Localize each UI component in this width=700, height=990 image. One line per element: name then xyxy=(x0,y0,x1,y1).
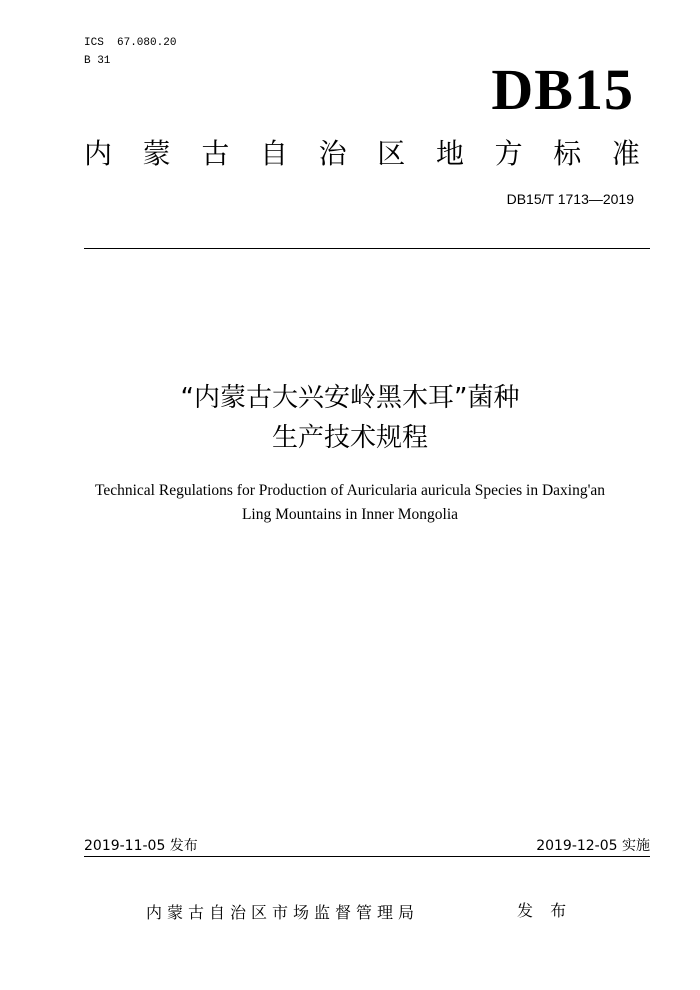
issuer-title-char: 标 xyxy=(553,137,582,170)
issuer-title-char: 蒙 xyxy=(142,137,171,170)
standard-logo: DB15 xyxy=(491,57,634,122)
title-en-line2: Ling Mountains in Inner Mongolia xyxy=(241,506,459,523)
issuing-authority: 内蒙古自治区市场监督管理局 xyxy=(146,903,420,922)
implementation-date: 2019-12-05 实施 xyxy=(536,838,650,854)
issuer-title-char: 准 xyxy=(611,137,640,170)
issuer-title-char: 治 xyxy=(318,137,347,170)
issuer-title-char: 方 xyxy=(494,137,523,170)
issuer-title-char: 自 xyxy=(259,137,288,170)
publish-label: 发 布 xyxy=(517,901,573,920)
issuer-title xyxy=(84,134,640,174)
issuer-title-char: 内 xyxy=(84,137,113,170)
ics-code: ICS 67.080.20 xyxy=(84,37,177,49)
issuer-title-char: 地 xyxy=(435,137,464,170)
issuer-title-char: 区 xyxy=(377,137,406,170)
title-en-line1: Technical Regulations for Production of Auricularia auricula Species in Daxing'an xyxy=(94,482,606,499)
standard-number: DB15/T 1713—2019 xyxy=(506,191,634,207)
footer-divider xyxy=(84,856,650,857)
header-divider xyxy=(84,248,650,249)
issuer-title-char: 古 xyxy=(201,137,230,170)
title-cn-line1: “内蒙古大兴安岭黑木耳”菌种 xyxy=(180,383,520,413)
title-cn-line2: 生产技术规程 xyxy=(271,423,428,453)
ccs-code: B 31 xyxy=(84,55,111,67)
issue-date: 2019-11-05 发布 xyxy=(84,838,198,854)
